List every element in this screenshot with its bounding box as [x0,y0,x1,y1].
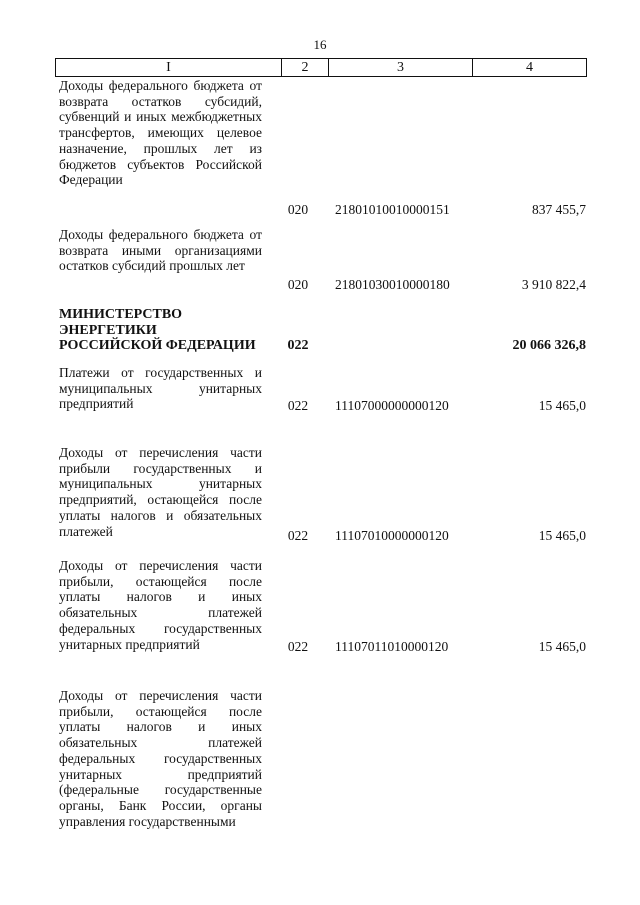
row-description: Доходы от перечисления части прибыли государственных и муниципальных унитарных предприятий, остающейся после уплаты налогов и обязательных платежей [59,445,262,539]
row-code: 022 [287,639,309,654]
row-code: 022 [287,338,309,353]
row-kbk: 11107000000000120 [335,398,449,413]
row-amount: 3 910 822,4 [521,277,586,292]
header-col-1: I [56,59,282,77]
row-kbk: 21801030010000180 [335,277,450,292]
row-description: Доходы от перечисления части прибыли, остающейся после уплаты налогов и иных обязательных платежей федеральных государственных унитарных предприятий [59,558,262,652]
page-number: 16 [313,37,327,52]
row-description: МИНИСТЕРСТВО ЭНЕРГЕТИКИ РОССИЙСКОЙ ФЕДЕРАЦИИ [59,307,256,354]
row-kbk: 11107010000000120 [335,528,449,543]
header-col-2: 2 [282,59,329,77]
row-code: 022 [287,398,309,413]
row-code: 020 [287,277,309,292]
row-amount: 20 066 326,8 [512,338,586,353]
row-description: Платежи от государственных и муниципальных унитарных предприятий [59,365,262,412]
row-description: Доходы федерального бюджета от возврата остатков субсидий, субвенций и иных межбюджетных трансфертов, имеющих целевое назначение, прошлых лет из бюджетов субъектов Российской Федерации [59,78,262,188]
row-amount: 15 465,0 [538,528,586,543]
row-kbk: 11107011010000120 [335,639,449,654]
row-description: Доходы от перечисления части прибыли, остающейся после уплаты налогов и иных обязательных платежей федеральных государственных унитарных предприятий (федеральные государственные органы, Банк России, органы управления государственными [59,688,262,829]
header-col-3: 3 [329,59,473,77]
row-code: 020 [287,202,309,217]
row-amount: 15 465,0 [538,398,586,413]
row-kbk: 21801010010000151 [335,202,450,217]
row-description: Доходы федерального бюджета от возврата иными организациями остатков субсидий прошлых лет [59,227,262,274]
row-code: 022 [287,528,309,543]
row-amount: 837 455,7 [532,202,586,217]
header-col-4: 4 [473,59,587,77]
row-amount: 15 465,0 [538,639,586,654]
column-header-table [55,58,587,77]
